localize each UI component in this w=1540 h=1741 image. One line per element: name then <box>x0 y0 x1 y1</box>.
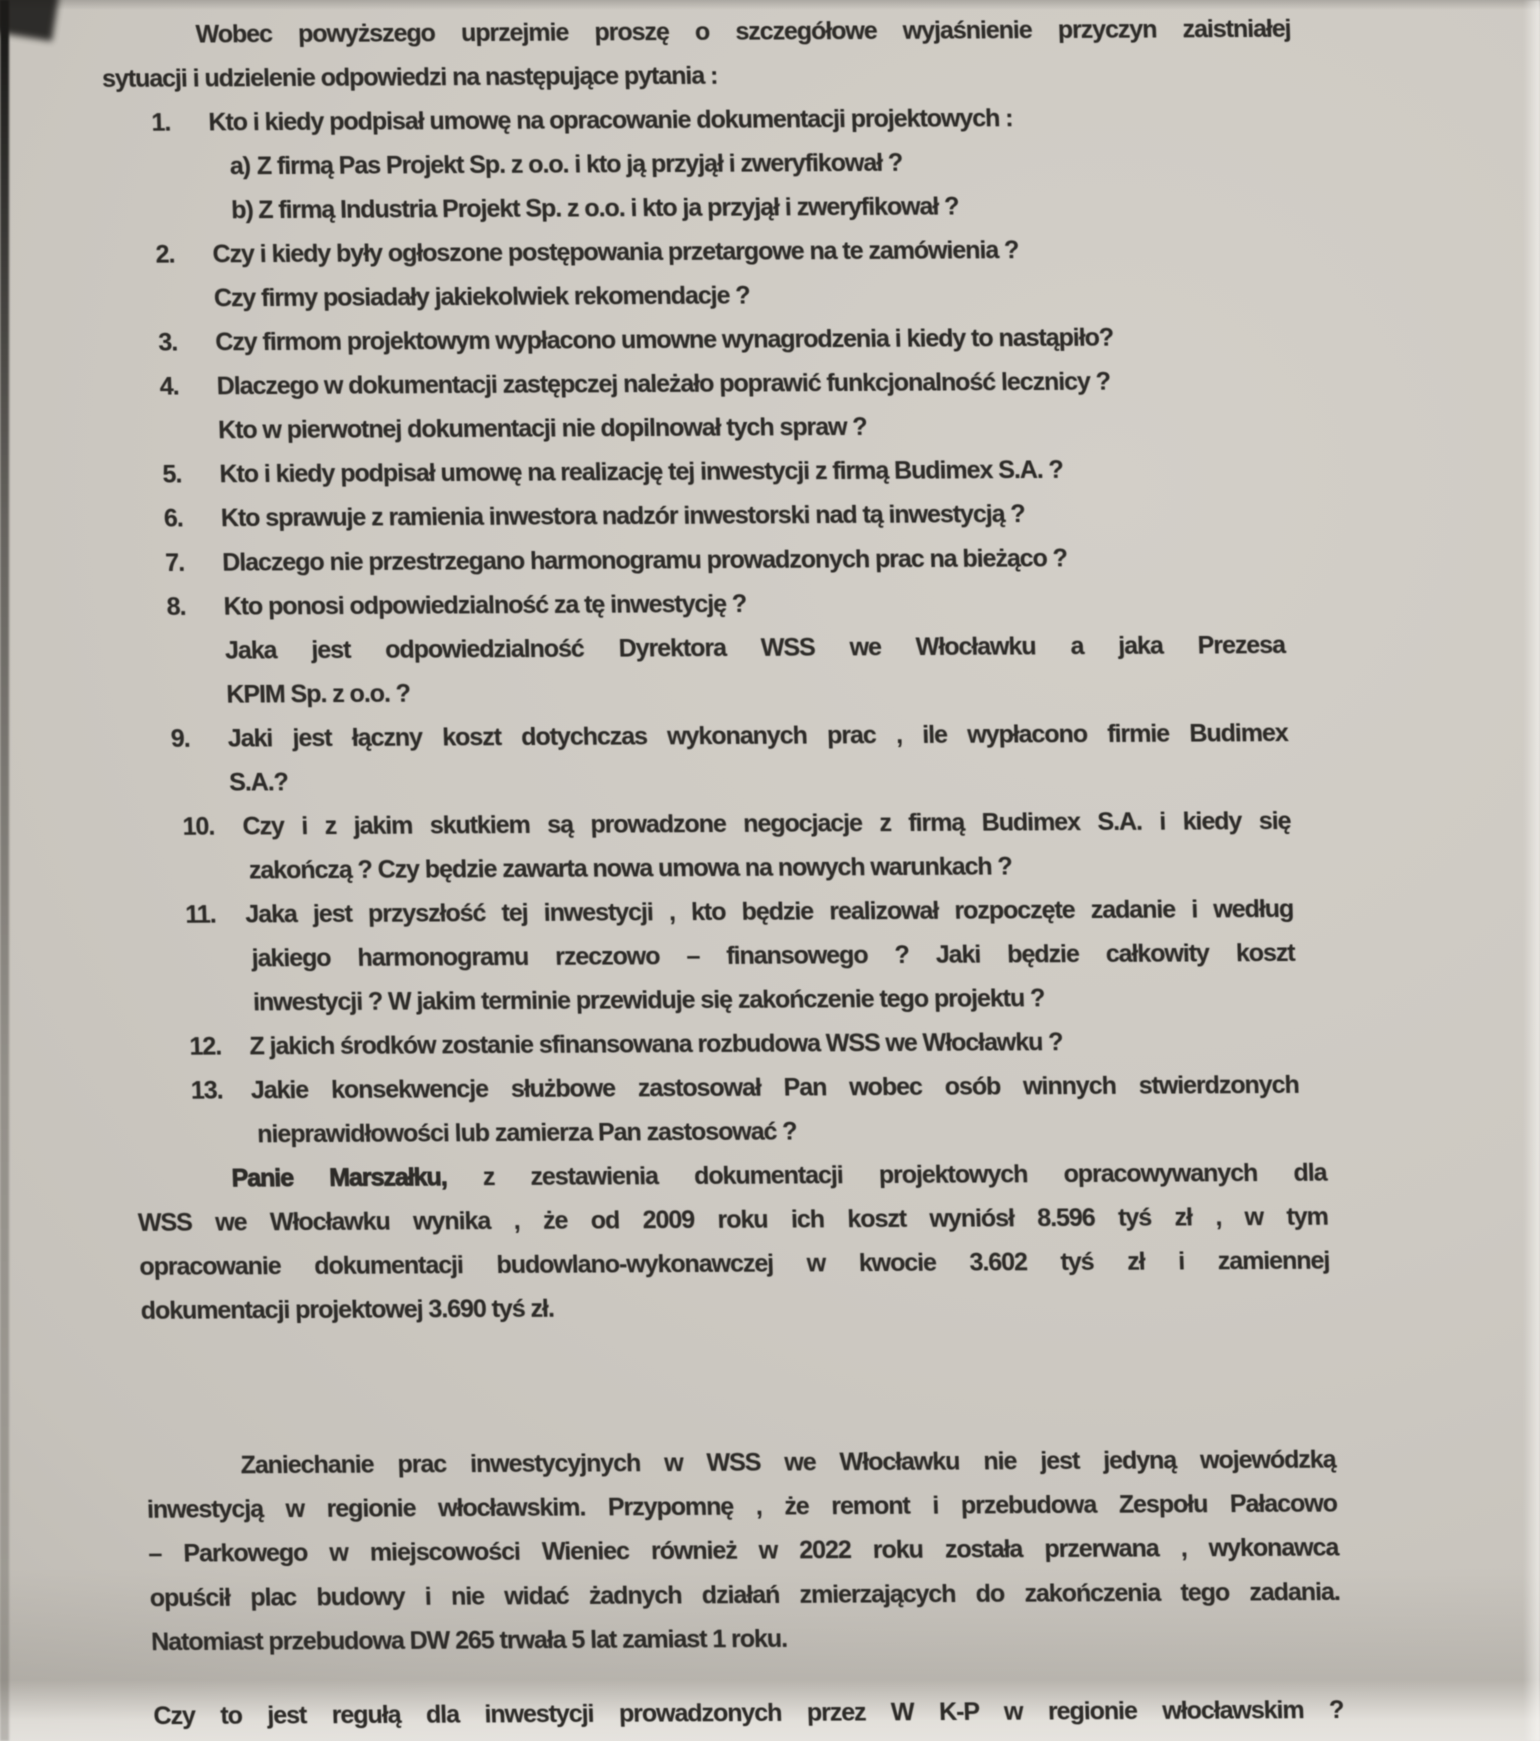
closing-para-2-line-3: – Parkowego w miejscowości Wieniec również w 2022 roku została przerwana , wykonawca <box>147 1533 1339 1568</box>
question-number: 8. <box>166 592 186 621</box>
question-8: 8. Kto ponosi odpowiedzialność za tę inwestycję ? <box>118 579 1309 629</box>
intro-line-2: sytuacji i udzielenie odpowiedzi na następujące pytania : <box>101 61 718 93</box>
question-number: 5. <box>162 460 182 489</box>
closing-para-2-line-4: opuścił plac budowy i nie widać żadnych działań zmierzających do zakończenia tego zadania. <box>149 1577 1341 1612</box>
question-2: 2. Czy i kiedy były ogłoszone postępowania przetargowe na te zamówienia ? <box>107 227 1298 277</box>
question-7: 7. Dlaczego nie przestrzegano harmonogramu prowadzonych prac na bieżąco ? <box>117 535 1308 585</box>
question-number: 11. <box>184 900 217 929</box>
closing-para-1-line-3: opracowanie dokumentacji budowlano-wykonawczej w kwocie 3.602 tyś zł i zamiennej <box>138 1246 1330 1281</box>
question-4: 4. Dlaczego w dokumentacji zastępczej należało poprawić funkcjonalność lecznicy ? <box>111 359 1302 409</box>
question-8-cont-1: Jaka jest odpowiedzialność Dyrektora WSS we Włocławku a jaka Prezesa <box>224 630 1286 665</box>
question-13: 13. Jakie konsekwencje służbowe zastosował Pan wobec osób winnych stwierdzonych <box>133 1063 1299 1113</box>
final-question-line: Czy to jest regułą dla inwestycji prowadzonych przez W K-P w regionie włocławskim ? <box>153 1695 1344 1730</box>
question-11-cont-2: inwestycji ? W jakim terminie przewiduje się zakończenie tego projektu ? <box>252 984 1045 1017</box>
question-1a: a) Z firmą Pas Projekt Sp. z o.o. i kto ją przyjął i zweryfikował ? <box>104 139 1295 189</box>
closing-para-1-line-4: dokumentacji projektowej 3.690 tyś zł. <box>140 1294 555 1325</box>
intro-line-1: Wobec powyższego uprzejmie proszę o szczegółowe wyjaśnienie przyczyn zaistniałej <box>195 14 1291 49</box>
question-8-cont-2: KPIM Sp. z o.o. ? <box>225 679 411 709</box>
question-number: 3. <box>157 328 178 357</box>
closing-para-2-line-2: inwestycją w regionie włocławskim. Przypomnę , że remont i przebudowa Zespołu Pałacowo <box>146 1489 1338 1524</box>
question-2-cont: Czy firmy posiadały jakiekolwiek rekomendacje ? <box>213 281 750 313</box>
question-number: 1. <box>151 108 171 137</box>
question-6: 6. Kto sprawuje z ramienia inwestora nadzór inwestorski nad tą inwestycją ? <box>115 491 1306 541</box>
question-letter: a) <box>229 152 251 181</box>
closing-para-1-line-2: WSS we Włocławku wynika , że od 2009 roku ich koszt wyniósł 8.596 tyś zł , w tym <box>137 1202 1329 1237</box>
question-1b: b) Z firmą Industria Projekt Sp. z o.o. i kto ja przyjął i zweryfikował ? <box>106 183 1297 233</box>
question-11: 11. Jaka jest przyszłość tej inwestycji , kto będzie realizował rozpoczęte zadanie i według <box>128 887 1294 937</box>
question-number: 2. <box>155 240 175 269</box>
question-number: 4. <box>159 372 179 401</box>
question-11-cont-1: jakiego harmonogramu rzeczowo – finansowego ? Jaki będzie całkowity koszt <box>251 938 1295 973</box>
closing-para-2-line-1: Zaniechanie prac inwestycyjnych w WSS we Włocławku nie jest jedyną wojewódzką <box>240 1445 1336 1480</box>
question-number: 9. <box>170 724 190 753</box>
question-number: 7. <box>164 548 185 577</box>
question-number: 12. <box>189 1032 222 1061</box>
question-13-cont: nieprawidłowości lub zamierza Pan zastosować ? <box>256 1117 797 1149</box>
question-12: 12. Z jakich środków zostanie sfinansowana rozbudowa WSS we Włocławku ? <box>132 1019 1323 1069</box>
question-4-cont: Kto w pierwotnej dokumentacji nie dopilnował tych spraw ? <box>217 413 868 445</box>
question-9: 9. Jaki jest łączny koszt dotychczas wykonanych prac , ile wypłacono firmie Budimex <box>122 711 1288 761</box>
letter-body <box>100 7 1344 1738</box>
question-10: 10. Czy i z jakim skutkiem są prowadzone negocjacje z firmą Budimex S.A. i kiedy się <box>125 799 1291 849</box>
salutation-bold: Panie Marszałku, <box>231 1163 448 1193</box>
closing-para-2-line-5: Natomiast przebudowa DW 265 trwała 5 lat zamiast 1 roku. <box>150 1624 788 1656</box>
closing-para-1-line-1: Panie Marszałku, z zestawienia dokumentacji projektowych opracowywanych dla <box>231 1158 1327 1193</box>
question-5: 5. Kto i kiedy podpisał umowę na realizację tej inwestycji z firmą Budimex S.A. ? <box>114 447 1305 497</box>
question-number: 10. <box>182 812 215 841</box>
question-3: 3. Czy firmom projektowym wypłacono umowne wynagrodzenia i kiedy to nastąpiło? <box>110 315 1301 365</box>
question-number: 13. <box>190 1076 223 1105</box>
question-1: 1. Kto i kiedy podpisał umowę na opracowanie dokumentacji projektowych : <box>103 95 1294 145</box>
question-10-cont: zakończą ? Czy będzie zawarta nowa umowa na nowych warunkach ? <box>248 852 1013 885</box>
question-number: 6. <box>163 504 184 533</box>
photo-edge-right <box>1523 0 1540 1741</box>
question-letter: b) <box>230 196 254 225</box>
question-9-cont: S.A.? <box>228 768 289 797</box>
photo-edge-left <box>0 0 9 1741</box>
